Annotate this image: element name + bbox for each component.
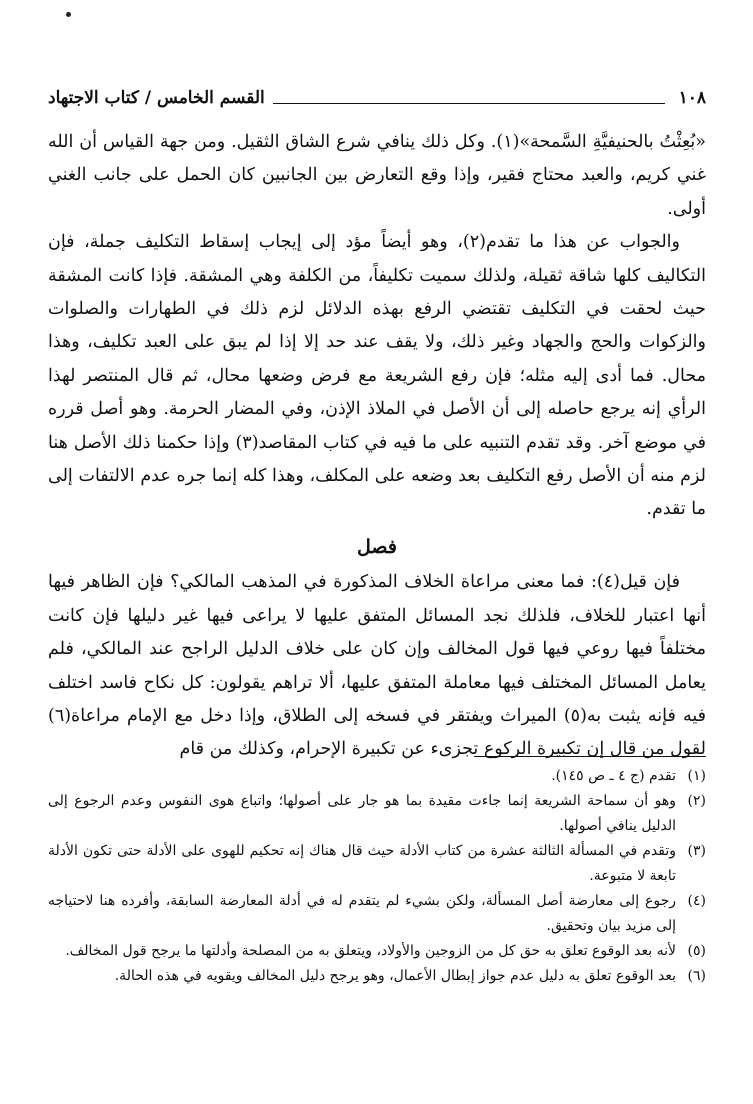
- footnote-number: (١): [687, 768, 706, 784]
- footnote-text: وتقدم في المسألة الثالثة عشرة من كتاب الأدلة حيث قال هناك إنه تحكيم للهوى على الأدلة حتى تكون الأدلة تابعة لا متبوعة.: [48, 843, 676, 884]
- footnote: [48, 764, 706, 789]
- book-page: [48, 0, 706, 1104]
- footnote: [48, 889, 706, 939]
- footnote-number: (٥): [687, 943, 706, 959]
- footnote: [48, 839, 706, 889]
- section-heading: فصل: [357, 535, 397, 558]
- footnote-text: بعد الوقوع تعلق به دليل عدم جواز إبطال الأعمال، وهو يرجح دليل المخالف ويقويه في هذه الحالة.: [114, 968, 676, 984]
- footnote-text: وهو أن سماحة الشريعة إنما جاءت مقيدة بما هو جار على أصولها؛ واتباع هوى النفوس وعدم الرجوع إلى الدليل ينافي أصولها.: [48, 793, 676, 834]
- main-text: [48, 126, 706, 767]
- footnote: [48, 964, 706, 989]
- footnote: [48, 789, 706, 839]
- footnote-number: (٣): [687, 843, 706, 859]
- running-header: [48, 84, 706, 112]
- paragraph: «بُعِثْتُ بالحنيفيَّةِ السَّمحة»(١). وكل ذلك ينافي شرع الشاق الثقيل. ومن جهة القياس أن الله غني كريم، والعبد محتاج فقير، وإذا وقع التعارض بين الجانبين كان الحمل على جانب الغني أولى.: [48, 132, 707, 219]
- footnote-number: (٤): [687, 893, 706, 909]
- footnote-separator: [474, 756, 706, 757]
- footnote-number: (٦): [687, 968, 706, 984]
- footnote-text: لأنه بعد الوقوع تعلق به حق كل من الزوجين والأولاد، ويتعلق به من المصلحة وأدلتها ما يرجح قول المخالف.: [65, 943, 676, 959]
- footnotes: [48, 764, 706, 989]
- footnote: [48, 939, 706, 964]
- paragraph: والجواب عن هذا ما تقدم(٢)، وهو أيضاً مؤد إلى إيجاب إسقاط التكليف جملة، فإن التكاليف كلها شاقة ثقيلة، ولذلك سميت تكليفاً، من الكلفة وهي المشقة. فإذا كانت المشقة حيث لحقت في التكليف تقتضي الرفع بهذه الدلائل لزم ذلك في الطهارات والصلوات والزكوات والحج والجهاد وغير ذلك، ولا يقف عند حد إلا إذا لم يبق على العبد تكليف، وهذا محال. فما أدى إليه مثله؛ فإن رفع الشريعة مع فرض وضعها محال، ثم قال المنتصر لهذا الرأي إنه يرجع حاصله إلى أن الأصل في الملاذ الإذن، وفي المضار الحرمة. وهو أصل قرره في موضع آخر. وقد تقدم التنبيه على ما فيه في كتاب المقاصد(٣) وإذا حكمنا ذلك الأصل هنا لزم منه أن الأصل رفع التكليف بعد وضعه على المكلف، وهذا كله إنما جره عدم الالتفات إلى ما تقدم.: [48, 232, 706, 520]
- section-title: القسم الخامس / كتاب الاجتهاد: [48, 88, 265, 108]
- header-rule: [273, 103, 665, 104]
- page-dot-mark: [66, 12, 71, 17]
- paragraph: فإن قيل(٤): فما معنى مراعاة الخلاف المذكورة في المذهب المالكي؟ فإن الظاهر فيها أنها اعتبار للخلاف، فلذلك نجد المسائل المتفق عليها لا يراعى فيها غير دليلها فإن كانت مختلفاً فيها روعي فيها قول المخالف وإن كان على خلاف الدليل الراجح عند المالكي، فلم يعامل المسائل المختلف فيها معاملة المتفق عليها، ألا تراهم يقولون: كل نكاح فاسد اختلف فيه فإنه يثبت به(٥) الميراث ويفتقر في فسخه إلى الطلاق، وإذا دخل مع الإمام مراعاة(٦) لقول من قال إن تكبيرة الركوع تجزىء عن تكبيرة الإحرام، وكذلك من قام: [48, 572, 706, 760]
- page-number: ١٠٨: [678, 88, 706, 108]
- footnote-text: تقدم (ج ٤ ـ ص ١٤٥).: [551, 768, 676, 784]
- footnote-number: (٢): [687, 793, 706, 809]
- footnote-text: رجوع إلى معارضة أصل المسألة، ولكن بشيء لم يتقدم له في أدلة المعارضة السابقة، وأفرده هنا لاحتياجه إلى مزيد بيان وتحقيق.: [48, 893, 676, 934]
